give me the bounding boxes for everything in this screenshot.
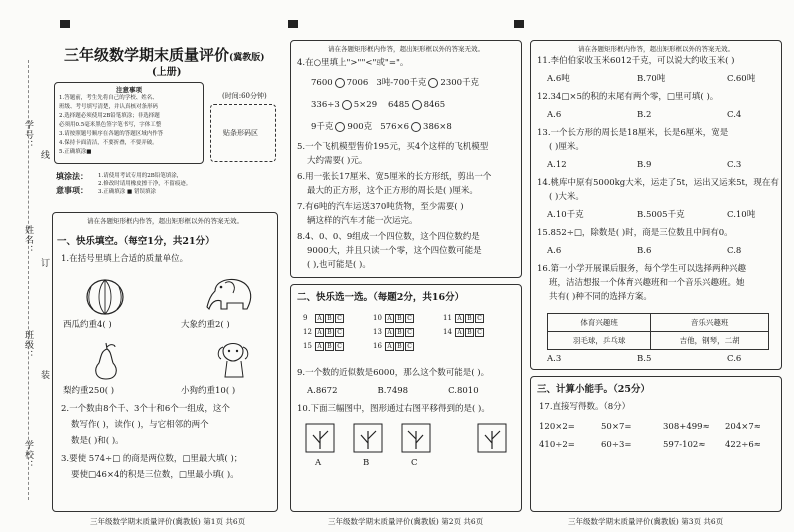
choice-bubble: A xyxy=(455,314,464,323)
question-2-line-3: 数是( )和( )。 xyxy=(71,436,124,446)
notice-line: 4.保持卡面清洁，不要折叠，不要弄破。 xyxy=(59,140,158,146)
table-header-music: 音乐兴趣班 xyxy=(651,314,769,332)
compare-row-2: 336÷3 5×29 6485 8465 xyxy=(311,100,446,110)
calculation-item: 60÷3= xyxy=(601,440,632,450)
calculation-item: 308+499≈ xyxy=(663,422,710,432)
question-10: 10.下面三幅图中，图形通过右图平移得到的是( )。 xyxy=(297,404,490,414)
option: A.10千克 xyxy=(547,210,584,220)
table-cell-music: 吉他，钢琴，二胡 xyxy=(651,332,769,350)
section-one-box xyxy=(52,212,278,512)
page-footer: 三年级数学期末质量评价(冀教版) 第3页 共6页 xyxy=(568,517,724,526)
page-footer: 三年级数学期末质量评价(冀教版) 第1页 共6页 xyxy=(90,517,246,526)
choice-bubble: B xyxy=(325,328,334,337)
calculation-item: 120×2= xyxy=(539,422,575,432)
choice-number: 11 xyxy=(443,314,452,322)
choice-bubble: C xyxy=(335,328,344,337)
choice-row[interactable] xyxy=(373,325,443,339)
question-q16b: 班，洁洁想报一个体育兴趣班和一个音乐兴趣班。她 xyxy=(549,278,745,288)
name-label: 姓名： xyxy=(23,225,33,255)
notice-line: 3.请按照题号顺序在各题的答题区域内作答 xyxy=(59,131,164,137)
question-8: 8.4、0、0、9组成一个四位数，这个四位数约是 xyxy=(297,232,480,242)
barcode-zone xyxy=(210,104,276,162)
time-label: (时间:60分钟) xyxy=(222,92,267,100)
choice-row[interactable] xyxy=(303,325,373,339)
reference-figure xyxy=(477,423,507,453)
question-3: 3.要使 574÷□ 的商是两位数，□里最大填( )； xyxy=(61,454,243,464)
answer-choice-grid xyxy=(303,311,513,353)
choice-row[interactable] xyxy=(443,311,513,325)
puppy-icon xyxy=(213,337,255,381)
choice-bubble: B xyxy=(325,314,334,323)
table-header-sports: 体育兴趣班 xyxy=(548,314,651,332)
fill-instruction-line: 3.正确填涂 ■ 错误填涂 xyxy=(98,189,156,195)
question-q14a: 14.桃库中原有5000kg大米，运走了5t，运出又运来5t，现在有 xyxy=(537,178,779,188)
barcode-label: 贴条形码区 xyxy=(223,129,258,137)
question-9-options: A.8672 B.7498 C.8010 xyxy=(307,386,479,396)
item-dog: 小狗约重10( ) xyxy=(181,386,236,396)
fill-instructions xyxy=(98,172,191,196)
section-two-box xyxy=(290,284,522,512)
watermelon-icon xyxy=(83,273,127,317)
choice-bubble: A xyxy=(315,342,324,351)
question-6: 6.用一张长17厘米、宽5厘米的长方形纸，剪出一个 xyxy=(297,172,492,182)
choice-number: 10 xyxy=(373,314,382,322)
option: A.6吨 xyxy=(547,74,570,84)
choice-row[interactable] xyxy=(443,325,513,339)
choice-bubble: C xyxy=(405,328,414,337)
choice-bubble: A xyxy=(455,328,464,337)
fill-section-box xyxy=(290,40,522,278)
notice-line: 2.选择题必须使用2B铅笔填涂；非选择题 xyxy=(59,113,160,119)
option: C.3 xyxy=(727,160,742,170)
choice-bubble: C xyxy=(475,328,484,337)
binding-margin xyxy=(0,0,50,532)
class-label: 班级： xyxy=(23,330,33,360)
calculation-item: 204×7≈ xyxy=(725,422,761,432)
notice-line: 班级、考号填写清楚，并认真核对条形码 xyxy=(59,104,159,110)
choice-row[interactable] xyxy=(373,311,443,325)
option: B.2 xyxy=(637,110,652,120)
translation-option-figure xyxy=(401,423,431,453)
choice-number: 12 xyxy=(303,328,312,336)
question-10-option-label: A xyxy=(315,458,322,468)
choice-bubble: B xyxy=(465,314,474,323)
choice-bubble: C xyxy=(405,342,414,351)
compare-row-1: 7600 7006 3吨-700千克 2300千克 xyxy=(311,78,480,88)
question-17: 17.直接写得数。（8分） xyxy=(539,402,631,412)
question-10-option-label: C xyxy=(411,458,418,468)
choice-bubble: C xyxy=(335,342,344,351)
choice-bubble: A xyxy=(315,328,324,337)
option: B.5005千克 xyxy=(637,210,685,220)
option: C.60吨 xyxy=(727,74,756,84)
question-q16a: 16.第一小学开展课后服务，每个学生可以选择两种兴趣 xyxy=(537,264,747,274)
notice-line: 必须用0.5毫米黑色签字笔书写，字体工整 xyxy=(59,122,162,128)
item-watermelon: 西瓜约重4( ) xyxy=(63,320,112,330)
question-q11: 11.李伯伯家收玉米6012千克，可以说大约收玉米( ) xyxy=(537,56,735,66)
choice-row[interactable] xyxy=(303,311,373,325)
page-footer: 三年级数学期末质量评价(冀教版) 第2页 共6页 xyxy=(328,517,484,526)
question-10-option-label: B xyxy=(363,458,370,468)
choice-bubble: B xyxy=(395,314,404,323)
choice-bubble: B xyxy=(465,328,474,337)
translation-option-figure xyxy=(353,423,383,453)
page-3 xyxy=(530,40,782,526)
choice-section-box xyxy=(530,40,782,370)
question-5-line-2: 大约需要( )元。 xyxy=(307,156,368,166)
choice-bubble: A xyxy=(385,314,394,323)
volume-label: (上册) xyxy=(152,67,182,78)
question-4: 4.在○里填上">""<"或"="。 xyxy=(297,58,409,68)
mark-label: 意事项： xyxy=(56,185,88,195)
choice-bubble: C xyxy=(405,314,414,323)
option: A.6 xyxy=(547,246,562,256)
student-no-label: 学号： xyxy=(23,120,33,150)
question-8-line-2: 9000大，并且只读一个零，这个四位数可能是 xyxy=(307,246,482,256)
option: C.10吨 xyxy=(727,210,756,220)
question-q16c: 共有( )种不同的选择方案。 xyxy=(549,292,652,302)
choice-bubble: B xyxy=(395,328,404,337)
option: B.70吨 xyxy=(637,74,666,84)
item-pear: 梨约重250( ) xyxy=(63,386,115,396)
choice-bubble: A xyxy=(385,328,394,337)
question-7: 7.有6吨的汽车运送370吨货物，至少需要( ) xyxy=(297,202,464,212)
registration-mark xyxy=(514,20,524,28)
choice-bubble: B xyxy=(325,342,334,351)
section-one-title: 一、快乐填空。（每空1分，共21分） xyxy=(57,236,215,247)
section-three-title: 三、计算小能手。（25分） xyxy=(537,384,650,395)
calculation-item: 597-102≈ xyxy=(663,440,706,450)
calculation-item: 410÷2= xyxy=(539,440,575,450)
question-8-line-3: ( ),也可能是( )。 xyxy=(307,260,371,270)
table-cell-sports: 羽毛球，乒乓球 xyxy=(548,332,651,350)
choice-row[interactable] xyxy=(373,339,443,353)
choice-bubble: A xyxy=(315,314,324,323)
choice-bubble: C xyxy=(335,314,344,323)
option: A.12 xyxy=(547,160,567,170)
choice-number: 16 xyxy=(373,342,382,350)
notice-lines xyxy=(55,94,203,157)
section-two-title: 二、快乐选一选。（每题2分，共16分） xyxy=(297,292,465,303)
choice-number: 15 xyxy=(303,342,312,350)
calculation-item: 422÷6≈ xyxy=(725,440,761,450)
question-6-line-2: 最大的正方形，这个正方形的周长是( )厘米。 xyxy=(307,186,478,196)
question-5: 5.一个飞机模型售价195元，买4个这样的飞机模型 xyxy=(297,142,489,152)
question-q13a: 13.一个长方形的周长是18厘米，长是6厘米，宽是 xyxy=(537,128,729,138)
interest-class-table xyxy=(547,313,769,350)
option: C.8 xyxy=(727,246,742,256)
elephant-icon xyxy=(203,271,263,315)
question-q14b: ( )大米。 xyxy=(549,192,584,202)
choice-bubble: C xyxy=(475,314,484,323)
fill-instruction-line: 2.修改时请用橡皮擦干净，不留痕迹。 xyxy=(98,181,192,187)
choice-bubble: B xyxy=(395,342,404,351)
notice-box xyxy=(54,82,204,164)
option: A.6 xyxy=(547,110,562,120)
page-1 xyxy=(52,40,278,526)
question-q13b: ( )厘米。 xyxy=(549,142,584,152)
choice-number: 14 xyxy=(443,328,452,336)
choice-number: 13 xyxy=(373,328,382,336)
question-q15: 15.852÷□，除数是( )时，商是三位数且中间有0。 xyxy=(537,228,733,238)
choice-bubble: A xyxy=(385,342,394,351)
answer-zone-note: 请在各题矩形框内作答，超出矩形框以外的答案无效。 xyxy=(328,45,484,53)
registration-mark xyxy=(60,20,70,28)
option: C.4 xyxy=(727,110,742,120)
registration-mark xyxy=(288,20,298,28)
calculation-item: 50×7= xyxy=(601,422,632,432)
question-7-line-2: 辆这样的汽车才能一次运完。 xyxy=(307,216,418,226)
question-1: 1.在括号里填上合适的质量单位。 xyxy=(61,254,189,264)
notice-title: 注意事项 xyxy=(116,86,142,94)
question-2: 2.一个数由8个千、3个十和6个一组成，这个 xyxy=(61,404,230,414)
pear-icon xyxy=(89,339,123,383)
notice-line: 5.正确填涂■ xyxy=(59,149,92,155)
question-9: 9.一个数的近似数是6000，那么这个数可能是( )。 xyxy=(297,368,490,378)
page-2 xyxy=(290,40,522,526)
section-three-box xyxy=(530,376,782,512)
question-2-line-2: 数写作( )，读作( )，与它相邻的两个 xyxy=(71,420,209,430)
fill-instruction-line: 1.请使用考试专用的2B铅笔填涂， xyxy=(98,173,183,179)
choice-row[interactable] xyxy=(303,339,373,353)
notice-line: 1.答题前，考生先将自己的学校、姓名、 xyxy=(59,95,158,101)
question-q12: 12.34□×5的积的末尾有两个零，□里可填( )。 xyxy=(537,92,719,102)
question-16-options: A.3 B.5 C.6 xyxy=(547,354,742,364)
cut-line-mark: 订 xyxy=(39,258,49,268)
option: B.6 xyxy=(637,246,652,256)
translation-option-figure xyxy=(305,423,335,453)
cut-line-mark: 装 xyxy=(39,370,49,380)
school-label: 学校： xyxy=(23,440,33,470)
compare-row-3: 9千克 900克 576×6 386×8 xyxy=(311,122,452,132)
option: B.9 xyxy=(637,160,652,170)
question-3-line-2: 要使□46×4的积是三位数，□里最小填( )。 xyxy=(71,470,239,480)
answer-zone-note: 请在各题矩形框内作答，超出矩形框以外的答案无效。 xyxy=(87,217,243,225)
cut-line-mark: 线 xyxy=(39,150,49,160)
exam-title: 三年级数学期末质量评价(冀教版) xyxy=(64,46,265,64)
fill-label: 填涂法： xyxy=(56,171,88,181)
choice-number: 9 xyxy=(303,314,308,322)
answer-zone-note: 请在各题矩形框内作答，超出矩形框以外的答案无效。 xyxy=(578,45,734,53)
item-elephant: 大象约重2( ) xyxy=(181,320,230,330)
